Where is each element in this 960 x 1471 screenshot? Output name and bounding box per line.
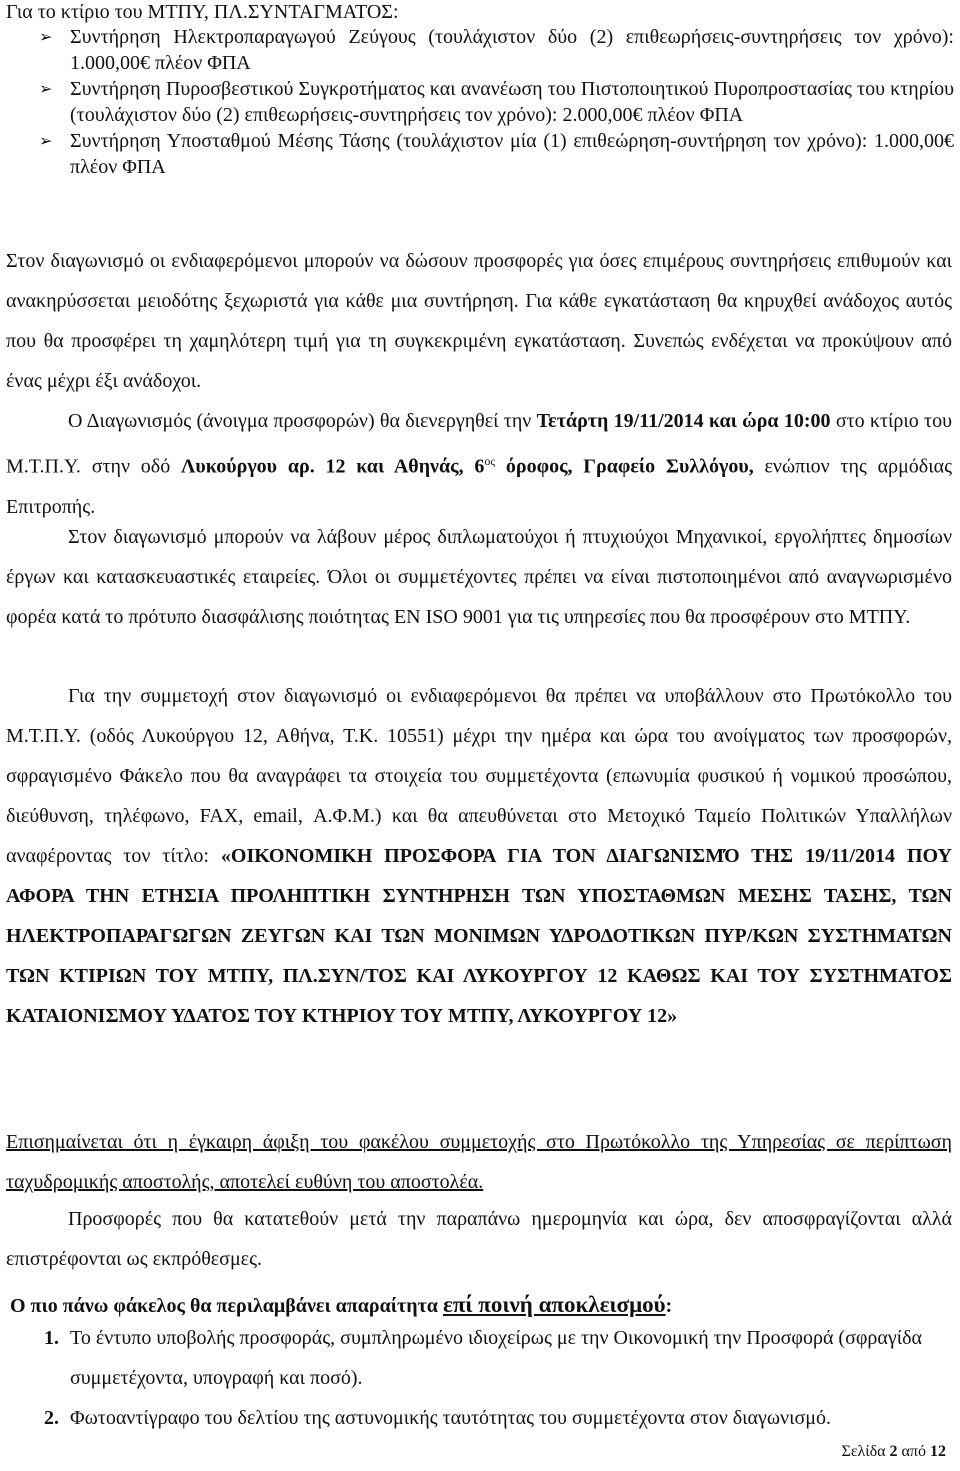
list-item-text: Συντήρηση Πυροσβεστικού Συγκροτήματος και ανανέωση του Πιστοποιητικού Πυροπροστασίας του κτηρίου (τουλάχιστον δύο (2) επιθεωρήσεις-συντηρήσεις τον χρόνο): 2.000,00€ πλέον ΦΠΑ <box>70 78 954 126</box>
page-total: 12 <box>930 1443 946 1460</box>
exclusion-warning: επί ποινή αποκλεισμού <box>442 1292 666 1317</box>
tender-date-text: Ο Διαγωνισμός (άνοιγμα προσφορών) θα διενεργηθεί την <box>68 410 537 432</box>
list-item <box>0 1398 954 1438</box>
tender-address: Λυκούργου αρ. 12 και Αθηνάς, 6 <box>181 455 485 478</box>
page-number: 2 <box>889 1443 898 1460</box>
maintenance-list <box>0 24 954 180</box>
list-item <box>0 128 954 180</box>
item-text: Το έντυπο υποβολής προσφοράς, συμπληρωμένο ιδιοχείρως με την Οικονομική την Προσφορά (σφραγίδα συμμετέχοντα, υπογραφή και ποσό). <box>70 1327 922 1389</box>
list-item <box>0 24 954 76</box>
item-number: 2. <box>44 1407 59 1429</box>
tender-office: όροφος, Γραφείο Συλλόγου, <box>495 455 754 478</box>
page-footer <box>842 1443 946 1461</box>
arrow-bullet-icon: ➢ <box>39 27 53 46</box>
committee-text: ενώπιον της αρμόδιας Επιτροπής. <box>6 455 953 518</box>
building-heading: Για το κτίριο του ΜΤΠΥ, ΠΛ.ΣΥΝΤΑΓΜΑΤΟΣ: <box>6 1 399 23</box>
paragraph-submission <box>6 676 952 1036</box>
page-of: από <box>897 1443 930 1460</box>
floor-suffix: ος <box>484 454 496 468</box>
item-text: Φωτοαντίγραφο του δελτίου της αστυνομικής ταυτότητας του συμμετέχοντα στον διαγωνισμό. <box>70 1407 831 1429</box>
paragraph-eligibility: Στον διαγωνισμό μπορούν να λάβουν μέρος διπλωματούχοι ή πτυχιούχοι Μηχανικοί, εργολήπτες δημοσίων έργων και κατασκευαστικές εταιρείες. Όλοι οι συμμετέχοντες πρέπει να είναι πιστοποιημένοι από αναγνωρισμένο φορέα κατά το πρότυπο διασφάλισης ποιότητας EN ISO 9001 για τις υπηρεσίες που θα προσφέρουν στο ΜΤΠΥ. <box>6 526 952 628</box>
tender-location-text: στο κτίριο του Μ.Τ.Π.Υ. στην οδό <box>6 410 952 478</box>
colon: : <box>665 1295 673 1317</box>
list-item <box>0 1318 954 1398</box>
paragraph-bidding: Στον διαγωνισμό οι ενδιαφερόμενοι μπορούν να δώσουν προσφορές για όσες επιμέρους συντηρήσεις επιθυμούν και ανακηρύσσεται μειοδότης ξεχωριστά για κάθε μια συντήρηση. Για κάθε εγκατάσταση θα κηρυχθεί ανάδοχος αυτός που θα προσφέρει τη χαμηλότερη τιμή για τη συγκεκριμένη εγκατάσταση. Συνεπώς ενδέχεται να προκύψουν από ένας μέχρι έξι ανάδοχοι. <box>6 250 952 392</box>
requirements-list <box>0 1318 954 1438</box>
paragraph-tender-date <box>6 401 952 527</box>
list-item-text: Συντήρηση Ηλεκτροπαραγωγού Ζεύγους (τουλάχιστον δύο (2) επιθεωρήσεις-συντηρήσεις τον χρόνο): 1.000,00€ πλέον ΦΠΑ <box>70 26 954 74</box>
list-item-text: Συντήρηση Υποσταθμού Μέσης Τάσης (τουλάχιστον μία (1) επιθεώρηση-συντήρηση τον χρόνο): 1.000,00€ πλέον ΦΠΑ <box>70 130 954 178</box>
page-label: Σελίδα <box>841 1443 890 1460</box>
item-number: 1. <box>44 1327 59 1349</box>
list-item <box>0 76 954 128</box>
submission-text: Για την συμμετοχή στον διαγωνισμό οι ενδιαφερόμενοι θα πρέπει να υποβάλλουν στο Πρωτόκολλο του Μ.Τ.Π.Υ. (οδός Λυκούργου 12, Αθήνα, Τ.Κ. 10551) μέχρι την ημέρα και ώρα του ανοίγματος των προσφορών, σφραγισμένο Φάκελο που θα αναγράφει τα στοιχεία του συμμετέχοντα (επωνυμία φυσικού ή νομικού προσώπου, διεύθυνση, τηλέφωνο, FAX, email, Α.Φ.Μ.) και θα απευθύνεται στο Μετοχικό Ταμείο Πολιτικών Υπαλλήλων αναφέροντας τον τίτλο: <box>6 685 952 867</box>
arrow-bullet-icon: ➢ <box>39 79 53 98</box>
tender-date: Τετάρτη 19/11/2014 και ώρα 10:00 <box>536 410 831 432</box>
paragraph-late-offers: Προσφορές που θα κατατεθούν μετά την παραπάνω ημερομηνία και ώρα, δεν αποσφραγίζονται αλλά επιστρέφονται ως εκπρόθεσμες. <box>6 1208 952 1270</box>
paragraph-delivery-note: Επισημαίνεται ότι η έγκαιρη άφιξη του φακέλου συμμετοχής στο Πρωτόκολλο της Υπηρεσίας σε περίπτωση ταχυδρομικής αποστολής, αποτελεί ευθύνη του αποστολέα. <box>6 1131 952 1193</box>
envelope-contents-text: Ο πιο πάνω φάκελος θα περιλαμβάνει απαραίτητα <box>10 1295 443 1317</box>
arrow-bullet-icon: ➢ <box>39 131 53 150</box>
envelope-title: «ΟΙΚΟΝΟΜΙΚΗ ΠΡΟΣΦΟΡΑ ΓΙΑ ΤΟΝ ΔΙΑΓΩΝΙΣΜΌ ΤΗΣ 19/11/2014 ΠΟΥ ΑΦΟΡΑ ΤΗΝ ΕΤΗΣΙΑ ΠΡΟΛΗΠΤΙΚΗ ΣΥΝΤΗΡΗΣΗ ΤΩΝ ΥΠΟΣΤΑΘΜΩΝ ΜΕΣΗΣ ΤΑΣΗΣ, ΤΩΝ ΗΛΕΚΤΡΟΠΑΡΑΓΩΓΩΝ ΖΕΥΓΩΝ ΚΑΙ ΤΩΝ ΜΟΝΙΜΩΝ ΥΔΡΟΔΟΤΙΚΩΝ ΠΥΡ/ΚΩΝ ΣΥΣΤΗΜΑΤΩΝ ΤΩΝ ΚΤΙΡΙΩΝ ΤΟΥ ΜΤΠΥ, ΠΛ.ΣΥΝ/ΤΟΣ ΚΑΙ ΛΥΚΟΥΡΓΟΥ 12 ΚΑΘΩΣ ΚΑΙ ΤΟΥ ΣΥΣΤΗΜΑΤΟΣ ΚΑΤΑΙΟΝΙΣΜΟΥ ΥΔΑΤΟΣ ΤΟΥ ΚΤΗΡΙΟΥ ΤΟΥ ΜΤΠΥ, ΛΥΚΟΥΡΓΟΥ 12» <box>6 845 952 1027</box>
